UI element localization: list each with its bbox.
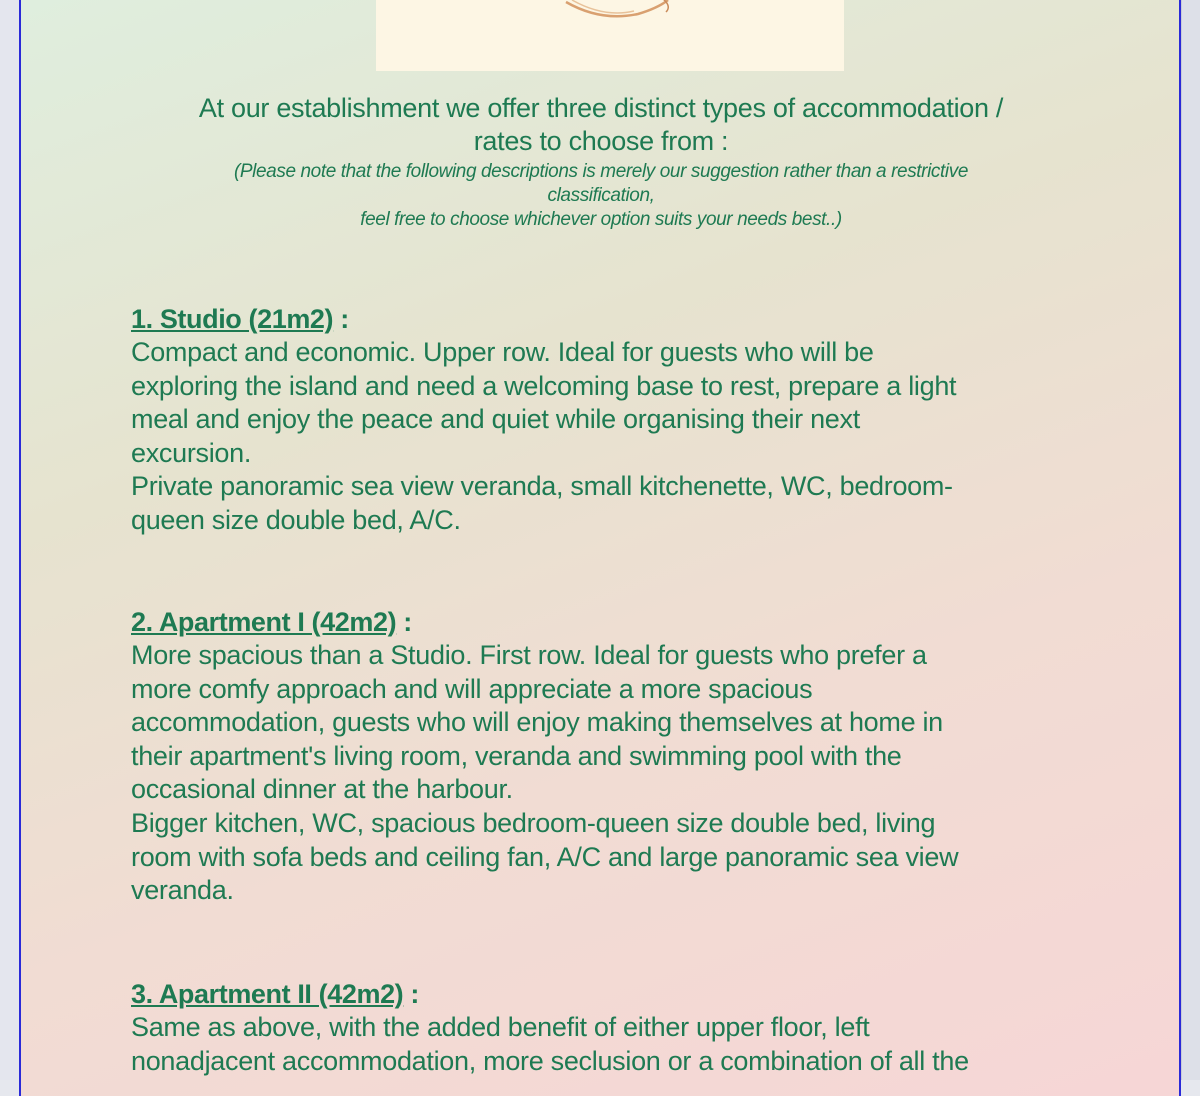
intro-line-1: At our establishment we offer three distinct types of accommodation / [198, 93, 1004, 123]
section-title-suffix: : [396, 607, 412, 637]
section-title: 2. Apartment I (42m2) [131, 607, 397, 637]
section-studio [131, 302, 1091, 538]
intro-note [121, 160, 1081, 232]
body-line: More spacious than a Studio. First row. Ideal for guests who prefer a [131, 640, 927, 670]
section-apartment-1 [131, 605, 1091, 908]
logo-swirl-graphic [376, 0, 844, 71]
body-line: meal and enjoy the peace and quiet while organising their next [131, 404, 860, 435]
body-line: nonadjacent accommodation, more seclusion or a combination of all the [131, 1045, 969, 1076]
body-line: occasional dinner at the harbour. [131, 774, 513, 805]
body-line: their apartment's living room, veranda and swimming pool with the [131, 740, 902, 771]
logo-image [376, 0, 844, 71]
body-line: room with sofa beds and ceiling fan, A/C and large panoramic sea view [131, 841, 959, 872]
scroll-gutter[interactable] [1181, 0, 1200, 1080]
body-line: excursion. [131, 437, 252, 468]
section-heading [131, 977, 1091, 1011]
body-line: more comfy approach and will appreciate a more spacious [131, 673, 813, 704]
section-body [131, 1011, 1091, 1078]
section-heading [131, 605, 1091, 639]
intro-note-line-2: classification, [547, 185, 655, 206]
body-line: queen size double bed, A/C. [131, 504, 461, 535]
intro-note-line-3: feel free to choose whichever option suits your needs best..) [360, 209, 842, 230]
section-title-suffix: : [333, 304, 349, 334]
body-line: exploring the island and need a welcoming base to rest, prepare a light [131, 370, 957, 401]
section-title: 1. Studio (21m2) [131, 304, 334, 334]
section-body [131, 336, 1091, 538]
section-heading [131, 302, 1091, 336]
section-body [131, 639, 1091, 908]
body-line: veranda. [131, 875, 234, 906]
intro-heading [121, 92, 1081, 158]
section-apartment-2 [131, 977, 1091, 1078]
document-page [19, 0, 1181, 1096]
left-gutter [0, 0, 19, 1080]
section-title: 3. Apartment II (42m2) [131, 979, 404, 1009]
intro-text [121, 92, 1081, 232]
intro-line-2: rates to choose from : [473, 126, 729, 156]
body-line: Compact and economic. Upper row. Ideal for guests who will be [131, 337, 874, 367]
body-line: Private panoramic sea view veranda, small kitchenette, WC, bedroom- [131, 471, 953, 502]
section-title-suffix: : [403, 979, 419, 1009]
intro-note-line-1: (Please note that the following descriptions is merely our suggestion rather than a restrictive [233, 161, 968, 182]
body-line: Same as above, with the added benefit of either upper floor, left [131, 1012, 870, 1042]
body-line: Bigger kitchen, WC, spacious bedroom-queen size double bed, living [131, 807, 936, 838]
body-line: accommodation, guests who will enjoy making themselves at home in [131, 707, 943, 738]
